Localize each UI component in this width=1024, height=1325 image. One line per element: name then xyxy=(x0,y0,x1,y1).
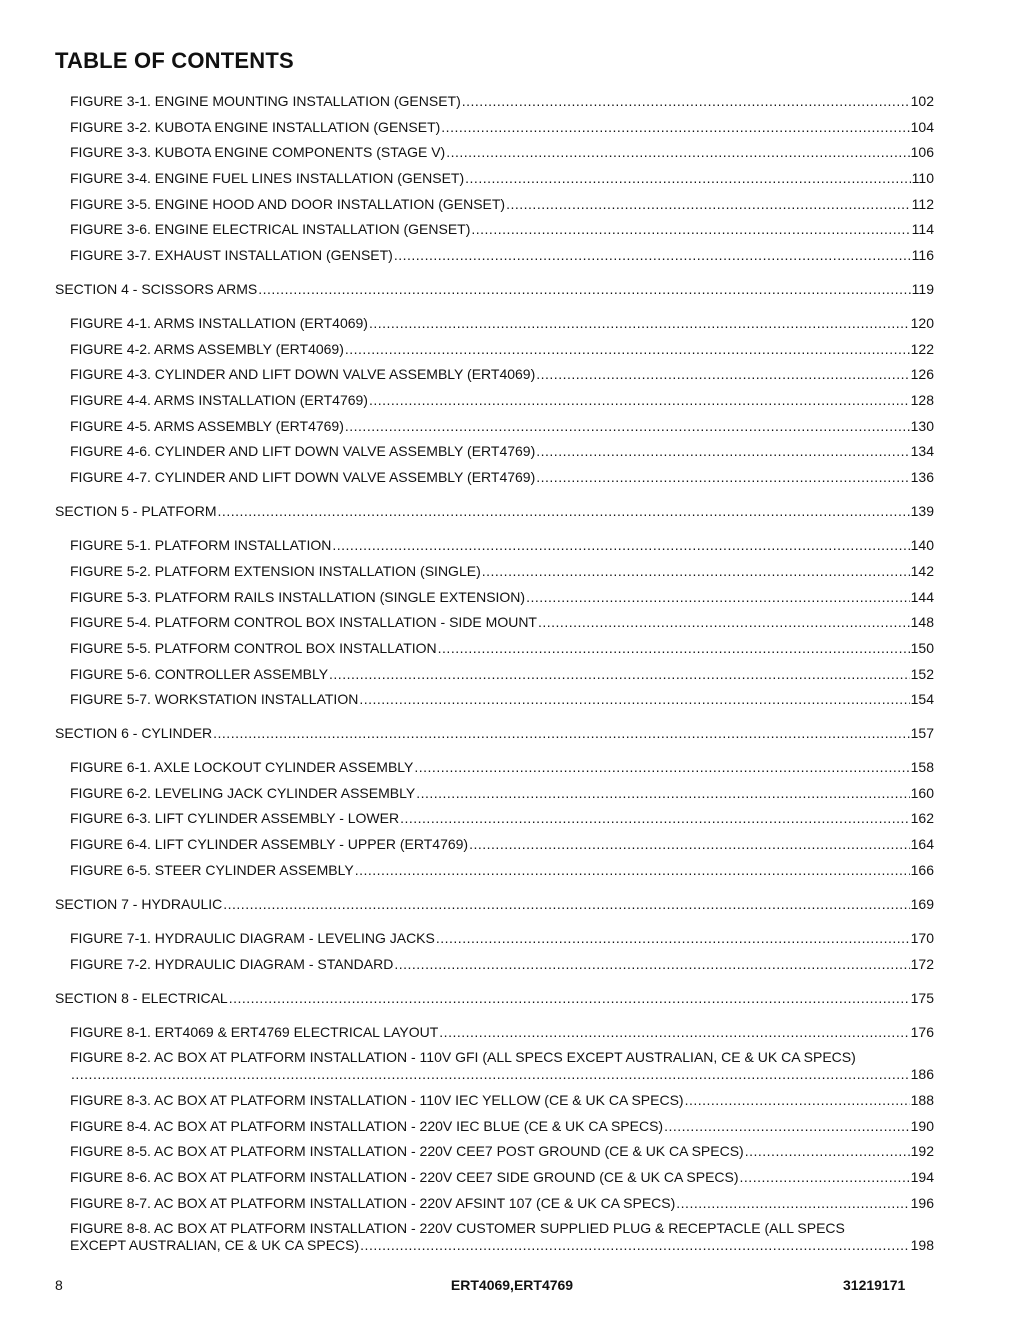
toc-entry[interactable] xyxy=(70,443,934,459)
toc-page-number: 172 xyxy=(910,956,934,972)
toc-entry-label: FIGURE 8-8. AC BOX AT PLATFORM INSTALLATION - 220V CUSTOMER SUPPLIED PLUG & RECEPTACLE (ALL SPECS xyxy=(70,1220,845,1236)
leader-dots xyxy=(414,759,909,775)
toc-page-number: 192 xyxy=(910,1143,934,1159)
toc-entry[interactable] xyxy=(70,315,934,331)
toc-entry-label: FIGURE 4-3. CYLINDER AND LIFT DOWN VALVE ASSEMBLY (ERT4069) xyxy=(70,366,536,382)
leader-dots xyxy=(258,281,910,297)
toc-page-number: 198 xyxy=(910,1237,934,1253)
leader-dots xyxy=(526,589,910,605)
toc-entry[interactable] xyxy=(70,1092,934,1108)
toc-page-number: 152 xyxy=(910,666,934,682)
toc-page-number: 116 xyxy=(911,247,934,263)
leader-dots xyxy=(664,1118,910,1134)
toc-entry-label: FIGURE 5-7. WORKSTATION INSTALLATION xyxy=(70,691,359,707)
toc-entry-label-cont: EXCEPT AUSTRALIAN, CE & UK CA SPECS) xyxy=(70,1237,360,1253)
toc-page-number: 106 xyxy=(910,144,934,160)
toc-entry-label: FIGURE 6-3. LIFT CYLINDER ASSEMBLY - LOWER xyxy=(70,810,400,826)
toc-entry[interactable] xyxy=(70,836,934,852)
toc-entry-label: FIGURE 6-5. STEER CYLINDER ASSEMBLY xyxy=(70,862,354,878)
toc-page-number: 144 xyxy=(910,589,934,605)
leader-dots xyxy=(394,247,911,263)
toc-entry[interactable] xyxy=(70,1066,934,1082)
leader-dots xyxy=(345,418,910,434)
toc-page-number: 148 xyxy=(910,614,934,630)
leader-dots xyxy=(536,443,909,459)
toc-entry-label: FIGURE 5-3. PLATFORM RAILS INSTALLATION (SINGLE EXTENSION) xyxy=(70,589,526,605)
toc-page-number: 170 xyxy=(910,930,934,946)
toc-page-number: 175 xyxy=(910,990,934,1006)
toc-page-number: 122 xyxy=(910,341,934,357)
page-title: TABLE OF CONTENTS xyxy=(55,48,294,73)
toc-page-number: 102 xyxy=(910,93,934,109)
toc-entry-label: FIGURE 3-7. EXHAUST INSTALLATION (GENSET) xyxy=(70,247,393,263)
leader-dots xyxy=(441,119,909,135)
toc-page-number: 158 xyxy=(910,759,934,775)
toc-page-number: 110 xyxy=(911,170,934,186)
leader-dots xyxy=(685,1092,910,1108)
toc-page-number: 196 xyxy=(910,1195,934,1211)
leader-dots xyxy=(400,810,910,826)
toc-page-number: 169 xyxy=(910,896,934,912)
leader-dots xyxy=(359,691,909,707)
toc-entry-label: FIGURE 8-5. AC BOX AT PLATFORM INSTALLATION - 220V CEE7 POST GROUND (CE & UK CA SPECS) xyxy=(70,1143,744,1159)
toc-page-number: 128 xyxy=(910,392,934,408)
toc-entry[interactable] xyxy=(70,247,934,263)
toc-page-number: 126 xyxy=(910,366,934,382)
footer-model: ERT4069,ERT4769 xyxy=(450,1277,574,1293)
leader-dots xyxy=(332,537,909,553)
toc-entry[interactable] xyxy=(70,93,934,109)
toc-entry[interactable] xyxy=(70,785,934,801)
leader-dots xyxy=(355,862,910,878)
toc-entry[interactable] xyxy=(70,759,934,775)
toc-entry[interactable] xyxy=(70,614,934,630)
toc-entry-label: FIGURE 5-4. PLATFORM CONTROL BOX INSTALLATION - SIDE MOUNT xyxy=(70,614,537,630)
toc-entry-label: FIGURE 5-5. PLATFORM CONTROL BOX INSTALLATION xyxy=(70,640,437,656)
toc-entry[interactable] xyxy=(70,418,934,434)
leader-dots xyxy=(439,1024,909,1040)
leader-dots xyxy=(506,196,911,212)
leader-dots xyxy=(446,144,909,160)
toc-page-number: 114 xyxy=(911,221,934,237)
leader-dots xyxy=(469,836,910,852)
toc-page-number: 136 xyxy=(910,469,934,485)
toc-entry-label: FIGURE 3-6. ENGINE ELECTRICAL INSTALLATION (GENSET) xyxy=(70,221,471,237)
toc-entry-label: FIGURE 3-1. ENGINE MOUNTING INSTALLATION (GENSET) xyxy=(70,93,461,109)
toc-entry-label: FIGURE 4-2. ARMS ASSEMBLY (ERT4069) xyxy=(70,341,344,357)
leader-dots xyxy=(416,785,909,801)
toc-page-number: 150 xyxy=(910,640,934,656)
toc-page-number: 157 xyxy=(910,725,934,741)
leader-dots xyxy=(218,503,910,519)
toc-entry[interactable] xyxy=(70,1143,934,1159)
toc-entry-label: FIGURE 8-3. AC BOX AT PLATFORM INSTALLATION - 110V IEC YELLOW (CE & UK CA SPECS) xyxy=(70,1092,684,1108)
leader-dots xyxy=(71,1066,910,1082)
leader-dots xyxy=(213,725,910,741)
leader-dots xyxy=(223,896,909,912)
toc-section[interactable] xyxy=(55,990,934,1006)
toc-entry-label: FIGURE 7-2. HYDRAULIC DIAGRAM - STANDARD xyxy=(70,956,394,972)
toc-page-number: 166 xyxy=(910,862,934,878)
toc-entry-label: FIGURE 5-2. PLATFORM EXTENSION INSTALLATION (SINGLE) xyxy=(70,563,481,579)
leader-dots xyxy=(740,1169,910,1185)
toc-page-number: 194 xyxy=(910,1169,934,1185)
toc-entry-label: FIGURE 4-1. ARMS INSTALLATION (ERT4069) xyxy=(70,315,368,331)
leader-dots xyxy=(360,1237,909,1253)
toc-page-number: 112 xyxy=(911,196,934,212)
leader-dots xyxy=(462,93,910,109)
toc-page-number: 162 xyxy=(910,810,934,826)
toc-entry-label: FIGURE 5-6. CONTROLLER ASSEMBLY xyxy=(70,666,329,682)
toc-section[interactable] xyxy=(55,503,934,519)
leader-dots xyxy=(229,990,910,1006)
toc-entry[interactable] xyxy=(70,341,934,357)
leader-dots xyxy=(345,341,910,357)
toc-page-number: 190 xyxy=(910,1118,934,1134)
toc-entry-label: SECTION 6 - CYLINDER xyxy=(55,725,213,741)
toc-entry[interactable] xyxy=(70,144,934,160)
toc-entry[interactable] xyxy=(70,392,934,408)
leader-dots xyxy=(536,366,909,382)
toc-entry-label: FIGURE 3-4. ENGINE FUEL LINES INSTALLATION (GENSET) xyxy=(70,170,465,186)
footer-page-number: 8 xyxy=(55,1277,63,1293)
toc-entry[interactable] xyxy=(70,666,934,682)
toc-entry-label: FIGURE 6-1. AXLE LOCKOUT CYLINDER ASSEMBLY xyxy=(70,759,414,775)
toc-entry[interactable] xyxy=(70,1169,934,1185)
toc-page-number: 186 xyxy=(910,1066,934,1082)
toc-entry-label: FIGURE 8-4. AC BOX AT PLATFORM INSTALLATION - 220V IEC BLUE (CE & UK CA SPECS) xyxy=(70,1118,664,1134)
toc-entry[interactable] xyxy=(70,862,934,878)
toc-page-number: 164 xyxy=(910,836,934,852)
toc-page-number: 154 xyxy=(910,691,934,707)
toc-page-number: 139 xyxy=(910,503,934,519)
toc-entry-label: FIGURE 8-7. AC BOX AT PLATFORM INSTALLATION - 220V AFSINT 107 (CE & UK CA SPECS) xyxy=(70,1195,676,1211)
toc-entry-label: SECTION 8 - ELECTRICAL xyxy=(55,990,228,1006)
toc-entry-label: FIGURE 6-2. LEVELING JACK CYLINDER ASSEMBLY xyxy=(70,785,416,801)
toc-page-number: 119 xyxy=(911,281,934,297)
toc-entry-label: FIGURE 4-4. ARMS INSTALLATION (ERT4769) xyxy=(70,392,368,408)
toc-entry-label: FIGURE 6-4. LIFT CYLINDER ASSEMBLY - UPPER (ERT4769) xyxy=(70,836,469,852)
toc-entry-label: FIGURE 3-2. KUBOTA ENGINE INSTALLATION (GENSET) xyxy=(70,119,441,135)
leader-dots xyxy=(329,666,910,682)
toc-entry[interactable] xyxy=(70,691,934,707)
toc-entry[interactable] xyxy=(70,1195,934,1211)
toc-entry-label: FIGURE 4-6. CYLINDER AND LIFT DOWN VALVE ASSEMBLY (ERT4769) xyxy=(70,443,536,459)
leader-dots xyxy=(394,956,909,972)
leader-dots xyxy=(438,640,910,656)
toc-entry-label: FIGURE 3-3. KUBOTA ENGINE COMPONENTS (STAGE V) xyxy=(70,144,446,160)
toc-entry[interactable] xyxy=(70,563,934,579)
toc-entry[interactable] xyxy=(70,589,934,605)
toc-entry[interactable] xyxy=(70,119,934,135)
toc-entry-label: FIGURE 4-7. CYLINDER AND LIFT DOWN VALVE ASSEMBLY (ERT4769) xyxy=(70,469,536,485)
leader-dots xyxy=(538,614,910,630)
toc-entry-label: FIGURE 3-5. ENGINE HOOD AND DOOR INSTALLATION (GENSET) xyxy=(70,196,506,212)
toc-page-number: 134 xyxy=(910,443,934,459)
toc-page-number: 140 xyxy=(910,537,934,553)
toc-entry[interactable] xyxy=(70,1024,934,1040)
toc-section[interactable] xyxy=(55,896,934,912)
toc-entry-label: SECTION 5 - PLATFORM xyxy=(55,503,217,519)
toc-page-number: 188 xyxy=(910,1092,934,1108)
leader-dots xyxy=(745,1143,910,1159)
toc-entry[interactable] xyxy=(70,196,934,212)
toc-entry[interactable] xyxy=(70,469,934,485)
toc-page-number: 104 xyxy=(910,119,934,135)
toc-page-number: 142 xyxy=(910,563,934,579)
toc-entry[interactable] xyxy=(70,170,934,186)
leader-dots xyxy=(465,170,911,186)
toc-entry[interactable] xyxy=(70,1237,934,1253)
toc-entry[interactable] xyxy=(70,930,934,946)
toc-entry-label: SECTION 4 - SCISSORS ARMS xyxy=(55,281,258,297)
toc-page-number: 120 xyxy=(910,315,934,331)
leader-dots xyxy=(369,315,910,331)
toc-entry[interactable] xyxy=(70,640,934,656)
footer-doc-number: 31219171 xyxy=(843,1277,906,1293)
toc-section[interactable] xyxy=(55,281,934,297)
toc-entry[interactable] xyxy=(70,221,934,237)
toc-entry-label: FIGURE 4-5. ARMS ASSEMBLY (ERT4769) xyxy=(70,418,344,434)
toc-entry-label: FIGURE 8-1. ERT4069 & ERT4769 ELECTRICAL LAYOUT xyxy=(70,1024,439,1040)
leader-dots xyxy=(471,221,910,237)
leader-dots xyxy=(436,930,910,946)
toc-entry[interactable] xyxy=(70,956,934,972)
toc-page-number: 176 xyxy=(910,1024,934,1040)
toc-entry[interactable] xyxy=(70,810,934,826)
toc-page-number: 130 xyxy=(910,418,934,434)
toc-entry-label: FIGURE 8-6. AC BOX AT PLATFORM INSTALLATION - 220V CEE7 SIDE GROUND (CE & UK CA SPECS) xyxy=(70,1169,739,1185)
leader-dots xyxy=(676,1195,909,1211)
leader-dots xyxy=(369,392,910,408)
toc-entry-label: FIGURE 7-1. HYDRAULIC DIAGRAM - LEVELING JACKS xyxy=(70,930,435,946)
leader-dots xyxy=(536,469,909,485)
leader-dots xyxy=(482,563,910,579)
toc-entry-label: FIGURE 5-1. PLATFORM INSTALLATION xyxy=(70,537,332,553)
toc-entry[interactable] xyxy=(70,366,934,382)
toc-page-number: 160 xyxy=(910,785,934,801)
toc-entry-label: SECTION 7 - HYDRAULIC xyxy=(55,896,223,912)
toc-entry[interactable] xyxy=(70,537,934,553)
toc-section[interactable] xyxy=(55,725,934,741)
toc-entry[interactable] xyxy=(70,1118,934,1134)
toc-entry-label: FIGURE 8-2. AC BOX AT PLATFORM INSTALLATION - 110V GFI (ALL SPECS EXCEPT AUSTRALIAN, CE & UK CA SPECS) xyxy=(70,1049,856,1065)
